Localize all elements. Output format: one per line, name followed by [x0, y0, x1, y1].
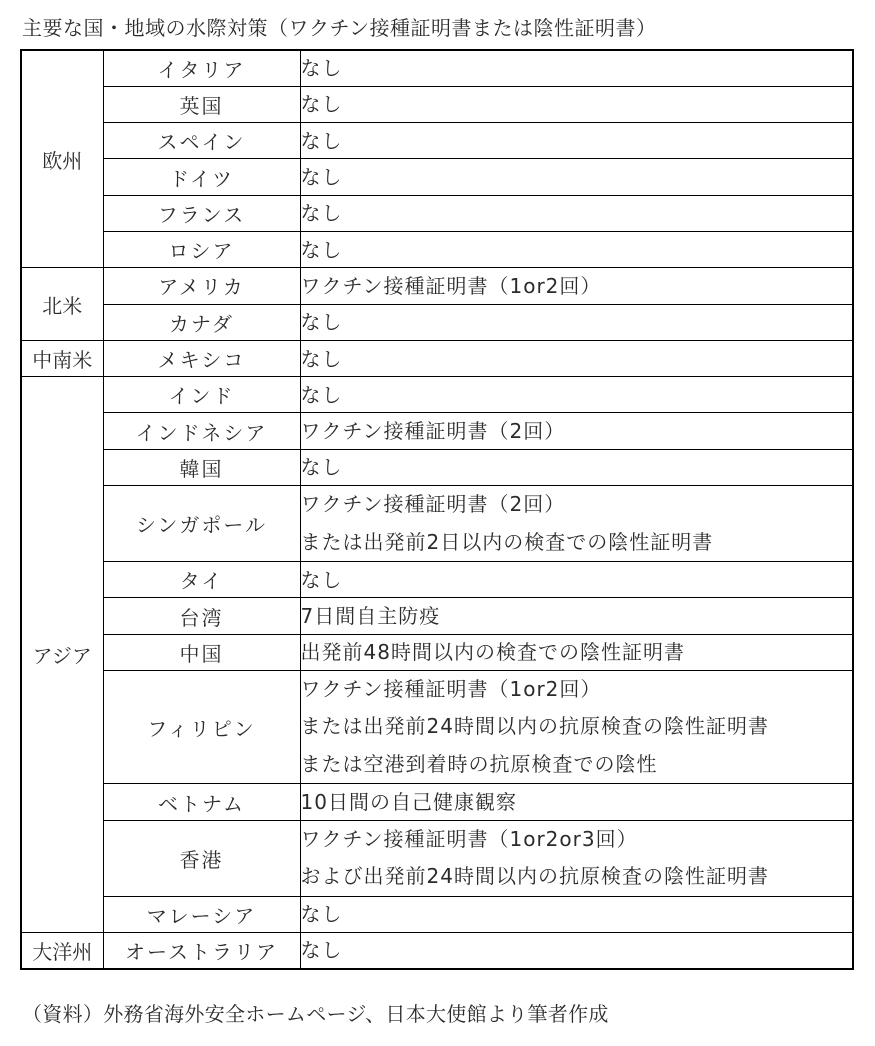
- measure-line: または出発前2日以内の検査での陰性証明書: [300, 529, 714, 554]
- table-row: [21, 449, 853, 485]
- table-row: [21, 670, 853, 784]
- source-caption: （資料）外務省海外安全ホームページ、日本大使館より筆者作成: [22, 1002, 609, 1026]
- country-cell: ベトナム: [103, 784, 300, 820]
- table-row: [21, 634, 853, 670]
- measure-line: および出発前24時間以内の抗原検査の陰性証明書: [300, 864, 769, 889]
- table-row: [21, 933, 853, 969]
- table-row: [21, 377, 853, 413]
- country-cell: フィリピン: [103, 670, 300, 784]
- measure-cell: [300, 896, 853, 932]
- region-cell: 大洋州: [21, 933, 103, 969]
- country-cell: メキシコ: [103, 340, 300, 376]
- measure-cell: [300, 820, 853, 896]
- measure-cell: [300, 50, 853, 86]
- table-row: [21, 86, 853, 122]
- table-row: [21, 304, 853, 340]
- country-cell: 韓国: [103, 449, 300, 485]
- table-row: [21, 896, 853, 932]
- measure-line: ワクチン接種証明書（1or2回）: [300, 273, 602, 298]
- table-row: [21, 598, 853, 634]
- table-title: 主要な国・地域の水際対策（ワクチン接種証明書または陰性証明書）: [22, 16, 657, 40]
- table-row: [21, 123, 853, 159]
- measure-cell: [300, 268, 853, 304]
- table-row: [21, 486, 853, 562]
- country-cell: シンガポール: [103, 486, 300, 562]
- table-row: [21, 340, 853, 376]
- border-measures-table: [20, 49, 854, 970]
- measure-cell: [300, 123, 853, 159]
- measure-line: なし: [300, 567, 343, 592]
- country-cell: インドネシア: [103, 413, 300, 449]
- measure-cell: [300, 933, 853, 969]
- country-cell: イタリア: [103, 50, 300, 86]
- measure-line: なし: [300, 201, 343, 226]
- measure-cell: [300, 413, 853, 449]
- measure-line: なし: [300, 382, 343, 407]
- measure-cell: [300, 304, 853, 340]
- measure-line: ワクチン接種証明書（2回）: [300, 492, 566, 517]
- country-cell: ロシア: [103, 231, 300, 267]
- measure-line: ワクチン接種証明書（1or2回）: [300, 676, 602, 701]
- region-cell: 欧州: [21, 50, 103, 268]
- country-cell: 香港: [103, 820, 300, 896]
- measure-line: なし: [300, 237, 343, 262]
- table-row: [21, 268, 853, 304]
- country-cell: アメリカ: [103, 268, 300, 304]
- measure-cell: [300, 598, 853, 634]
- measure-cell: [300, 377, 853, 413]
- table-row: [21, 784, 853, 820]
- measure-line: ワクチン接種証明書（1or2or3回）: [300, 826, 638, 851]
- measure-line: 7日間自主防疫: [300, 604, 441, 628]
- table-body: [21, 50, 853, 969]
- table-row: [21, 50, 853, 86]
- country-cell: スペイン: [103, 123, 300, 159]
- measure-cell: [300, 562, 853, 598]
- measure-cell: [300, 784, 853, 820]
- country-cell: フランス: [103, 195, 300, 231]
- country-cell: カナダ: [103, 304, 300, 340]
- measure-line: または出発前24時間以内の抗原検査の陰性証明書: [300, 714, 769, 739]
- measure-line: なし: [300, 902, 343, 927]
- table-row: [21, 562, 853, 598]
- measure-line: なし: [300, 938, 343, 963]
- table-row: [21, 231, 853, 267]
- table-row: [21, 159, 853, 195]
- measure-line: 出発前48時間以内の検査での陰性証明書: [300, 640, 685, 665]
- measure-line: なし: [300, 92, 343, 117]
- measure-cell: [300, 195, 853, 231]
- country-cell: 英国: [103, 86, 300, 122]
- measure-line: 10日間の自己健康観察: [300, 790, 517, 815]
- measure-line: なし: [300, 56, 343, 81]
- measure-line: なし: [300, 128, 343, 153]
- measure-cell: [300, 86, 853, 122]
- measure-line: なし: [300, 310, 343, 335]
- region-cell: 北米: [21, 268, 103, 341]
- country-cell: オーストラリア: [103, 933, 300, 969]
- country-cell: インド: [103, 377, 300, 413]
- measure-cell: [300, 159, 853, 195]
- table-row: [21, 195, 853, 231]
- country-cell: タイ: [103, 562, 300, 598]
- table-row: [21, 413, 853, 449]
- measure-line: ワクチン接種証明書（2回）: [300, 419, 566, 444]
- measure-cell: [300, 449, 853, 485]
- measure-line: なし: [300, 455, 343, 480]
- measure-line: なし: [300, 165, 343, 190]
- measure-cell: [300, 340, 853, 376]
- measure-cell: [300, 486, 853, 562]
- measure-cell: [300, 231, 853, 267]
- country-cell: マレーシア: [103, 896, 300, 932]
- region-cell: アジア: [21, 377, 103, 933]
- country-cell: 台湾: [103, 598, 300, 634]
- country-cell: ドイツ: [103, 159, 300, 195]
- measure-line: または空港到着時の抗原検査での陰性: [300, 751, 658, 776]
- measure-line: なし: [300, 346, 343, 371]
- country-cell: 中国: [103, 634, 300, 670]
- table-row: [21, 820, 853, 896]
- measure-cell: [300, 670, 853, 784]
- measure-cell: [300, 634, 853, 670]
- region-cell: 中南米: [21, 340, 103, 376]
